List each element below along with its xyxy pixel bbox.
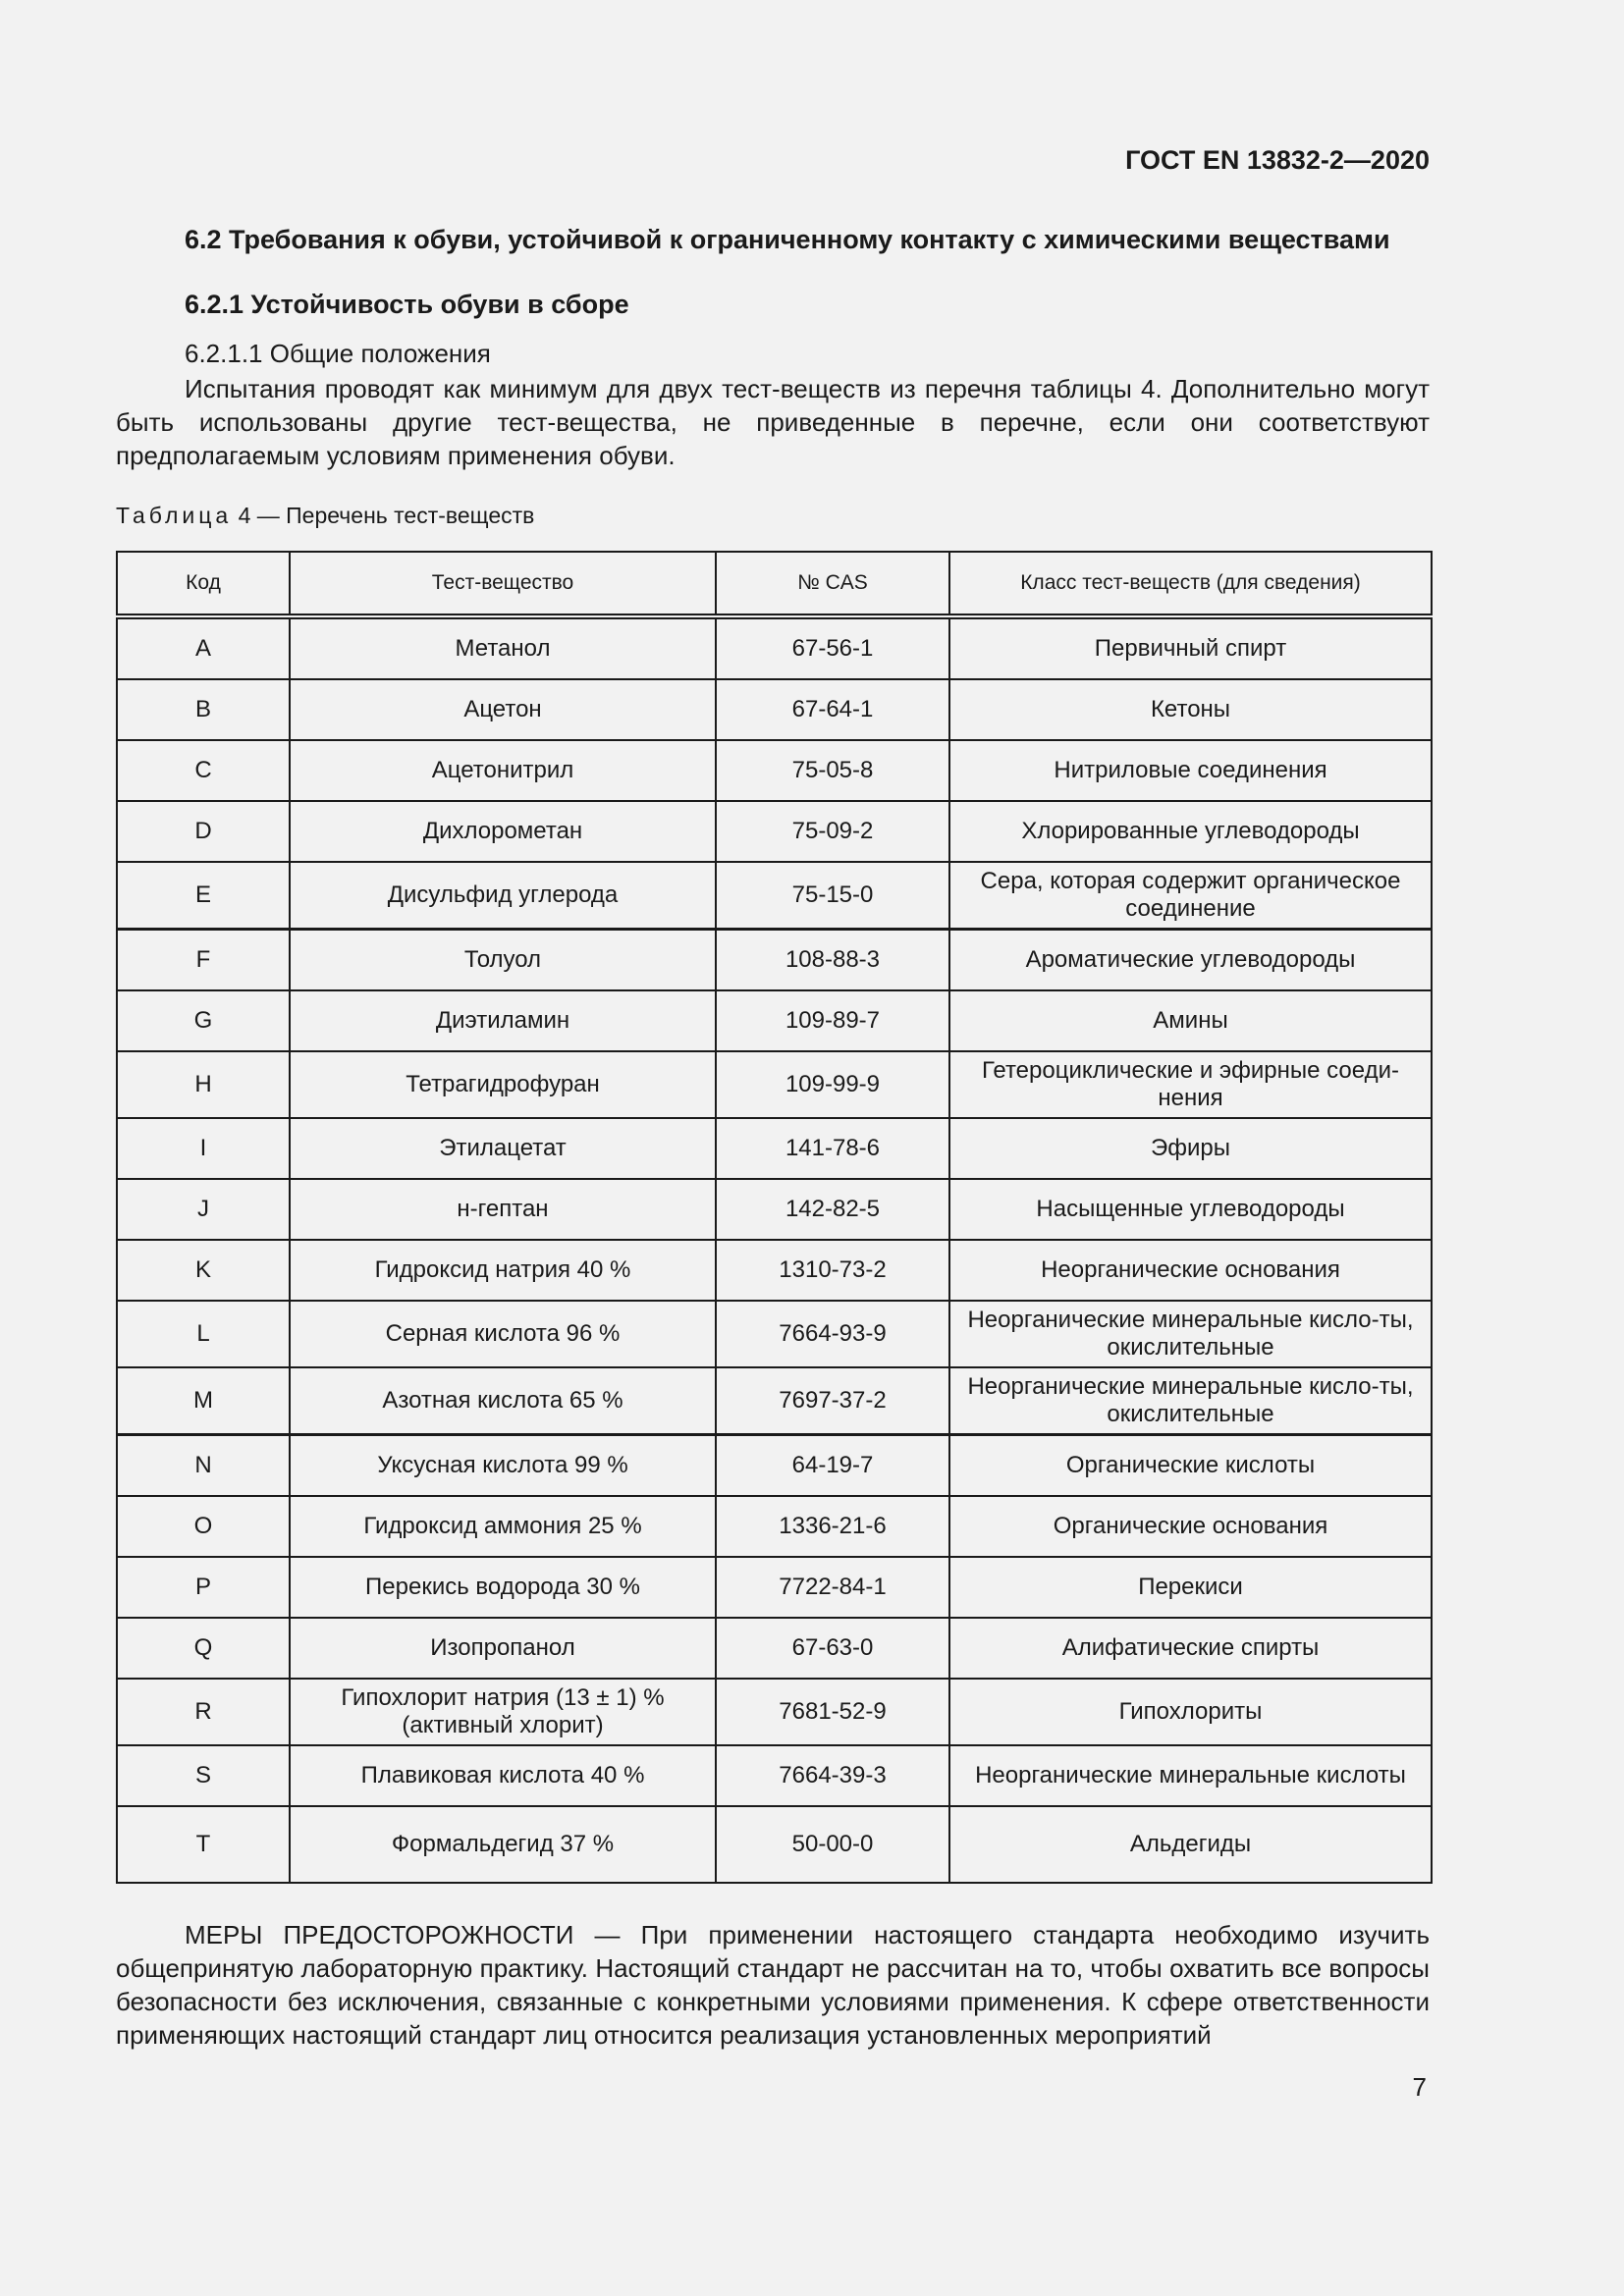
cell-class: Эфиры: [949, 1118, 1432, 1179]
table-row: [117, 801, 1432, 862]
cell-cas: 7722-84-1: [716, 1557, 949, 1618]
cell-cas: 67-64-1: [716, 679, 949, 740]
cell-cas: 141-78-6: [716, 1118, 949, 1179]
test-substances-table: [116, 551, 1433, 1884]
table-caption-word: Таблица: [116, 503, 233, 528]
cell-cas: 109-89-7: [716, 990, 949, 1051]
table-row: [117, 1745, 1432, 1806]
cell-substance: Серная кислота 96 %: [290, 1301, 716, 1367]
section-6-2-heading: 6.2 Требования к обуви, устойчивой к ограниченному контакту с химическими веществами: [185, 225, 1390, 254]
cell-code: S: [117, 1745, 290, 1806]
cell-cas: 109-99-9: [716, 1051, 949, 1118]
table-caption: [116, 503, 534, 529]
table-row: [117, 1435, 1432, 1497]
header-class: Класс тест-веществ (для сведения): [949, 552, 1432, 616]
cell-code: H: [117, 1051, 290, 1118]
cell-code: L: [117, 1301, 290, 1367]
table-row: [117, 679, 1432, 740]
cell-class: Ароматические углеводороды: [949, 930, 1432, 991]
cell-cas: 7664-93-9: [716, 1301, 949, 1367]
table-row: [117, 740, 1432, 801]
cell-cas: 67-63-0: [716, 1618, 949, 1679]
table-row: [117, 1557, 1432, 1618]
table-row: [117, 1240, 1432, 1301]
cell-class: Неорганические минеральные кисло-ты, окислительные: [949, 1301, 1432, 1367]
table-row: [117, 616, 1432, 679]
cell-code: P: [117, 1557, 290, 1618]
cell-cas: 1336-21-6: [716, 1496, 949, 1557]
cell-substance: Формальдегид 37 %: [290, 1806, 716, 1883]
section-6-2-1-heading: 6.2.1 Устойчивость обуви в сборе: [185, 290, 629, 319]
cell-class: Органические основания: [949, 1496, 1432, 1557]
cell-code: D: [117, 801, 290, 862]
cell-substance: Диэтиламин: [290, 990, 716, 1051]
table-row: [117, 1118, 1432, 1179]
cell-substance: Азотная кислота 65 %: [290, 1367, 716, 1435]
cell-code: C: [117, 740, 290, 801]
cell-code: F: [117, 930, 290, 991]
cell-substance: Гидроксид натрия 40 %: [290, 1240, 716, 1301]
cell-substance: Изопропанол: [290, 1618, 716, 1679]
cell-class: Амины: [949, 990, 1432, 1051]
cell-substance: Уксусная кислота 99 %: [290, 1435, 716, 1497]
table-row: [117, 862, 1432, 930]
table-row: [117, 990, 1432, 1051]
cell-cas: 75-05-8: [716, 740, 949, 801]
cell-code: E: [117, 862, 290, 930]
cell-code: Q: [117, 1618, 290, 1679]
cell-substance: Дихлорометан: [290, 801, 716, 862]
cell-class: Альдегиды: [949, 1806, 1432, 1883]
cell-cas: 75-09-2: [716, 801, 949, 862]
header-code: Код: [117, 552, 290, 616]
cell-code: N: [117, 1435, 290, 1497]
cell-code: M: [117, 1367, 290, 1435]
table-row: [117, 1679, 1432, 1745]
cell-substance: Ацетонитрил: [290, 740, 716, 801]
cell-cas: 142-82-5: [716, 1179, 949, 1240]
cell-code: J: [117, 1179, 290, 1240]
cell-substance: Ацетон: [290, 679, 716, 740]
table-row: [117, 1806, 1432, 1883]
table-row: [117, 1301, 1432, 1367]
cell-substance: Плавиковая кислота 40 %: [290, 1745, 716, 1806]
cell-code: G: [117, 990, 290, 1051]
cell-code: I: [117, 1118, 290, 1179]
table-row: [117, 1618, 1432, 1679]
cell-class: Органические кислоты: [949, 1435, 1432, 1497]
intro-paragraph: Испытания проводят как минимум для двух тест-веществ из перечня таблицы 4. Дополнительно могут быть использованы другие тест-вещества, не приведенные в перечне, если они соответствуют предполагаемым условиям применения обуви.: [116, 374, 1430, 470]
table-row: [117, 1179, 1432, 1240]
table-row: [117, 930, 1432, 991]
cell-class: Алифатические спирты: [949, 1618, 1432, 1679]
cell-class: Хлорированные углеводороды: [949, 801, 1432, 862]
cell-cas: 1310-73-2: [716, 1240, 949, 1301]
cell-cas: 64-19-7: [716, 1435, 949, 1497]
cell-substance: Гидроксид аммония 25 %: [290, 1496, 716, 1557]
cell-cas: 75-15-0: [716, 862, 949, 930]
cell-code: R: [117, 1679, 290, 1745]
cell-substance: Дисульфид углерода: [290, 862, 716, 930]
page-number: 7: [1412, 2072, 1427, 2102]
cell-cas: 108-88-3: [716, 930, 949, 991]
cell-class: Нитриловые соединения: [949, 740, 1432, 801]
cell-substance: Этилацетат: [290, 1118, 716, 1179]
cell-class: Насыщенные углеводороды: [949, 1179, 1432, 1240]
cell-class: Перекиси: [949, 1557, 1432, 1618]
cell-class: Неорганические минеральные кисло-ты, окислительные: [949, 1367, 1432, 1435]
cell-cas: 67-56-1: [716, 616, 949, 679]
cell-cas: 7664-39-3: [716, 1745, 949, 1806]
cell-cas: 50-00-0: [716, 1806, 949, 1883]
table-row: [117, 1496, 1432, 1557]
standard-id: ГОСТ EN 13832-2—2020: [1125, 145, 1430, 175]
cell-class: Неорганические основания: [949, 1240, 1432, 1301]
cell-code: T: [117, 1806, 290, 1883]
cell-substance: Толуол: [290, 930, 716, 991]
cell-class: Гипохлориты: [949, 1679, 1432, 1745]
table-caption-title: 4 — Перечень тест-веществ: [238, 503, 535, 528]
cell-substance: Перекись водорода 30 %: [290, 1557, 716, 1618]
section-6-2-1-1-heading: 6.2.1.1 Общие положения: [185, 339, 491, 368]
cell-code: B: [117, 679, 290, 740]
table-row: [117, 1051, 1432, 1118]
cell-code: A: [117, 616, 290, 679]
header-substance: Тест-вещество: [290, 552, 716, 616]
cell-class: Неорганические минеральные кислоты: [949, 1745, 1432, 1806]
cell-substance: Тетрагидрофуран: [290, 1051, 716, 1118]
cell-cas: 7681-52-9: [716, 1679, 949, 1745]
cell-substance: н-гептан: [290, 1179, 716, 1240]
cell-code: O: [117, 1496, 290, 1557]
cell-class: Гетероциклические и эфирные соеди-нения: [949, 1051, 1432, 1118]
table-row: [117, 1367, 1432, 1435]
cell-class: Сера, которая содержит органическое соединение: [949, 862, 1432, 930]
cell-code: K: [117, 1240, 290, 1301]
cell-class: Кетоны: [949, 679, 1432, 740]
header-cas: № CAS: [716, 552, 949, 616]
precautions-paragraph: МЕРЫ ПРЕДОСТОРОЖНОСТИ — При применении настоящего стандарта необходимо изучить общепринятую лабораторную практику. Настоящий стандарт не рассчитан на то, чтобы охватить все вопросы безопасности без исключения, связанные с конкретными условиями применения. К сфере ответственности применяющих настоящий стандарт лиц относится реализация установленных мероприятий: [116, 1920, 1430, 2050]
cell-class: Первичный спирт: [949, 616, 1432, 679]
cell-substance: Метанол: [290, 616, 716, 679]
cell-cas: 7697-37-2: [716, 1367, 949, 1435]
table-header-row: [117, 552, 1432, 616]
cell-substance: Гипохлорит натрия (13 ± 1) % (активный хлорит): [290, 1679, 716, 1745]
